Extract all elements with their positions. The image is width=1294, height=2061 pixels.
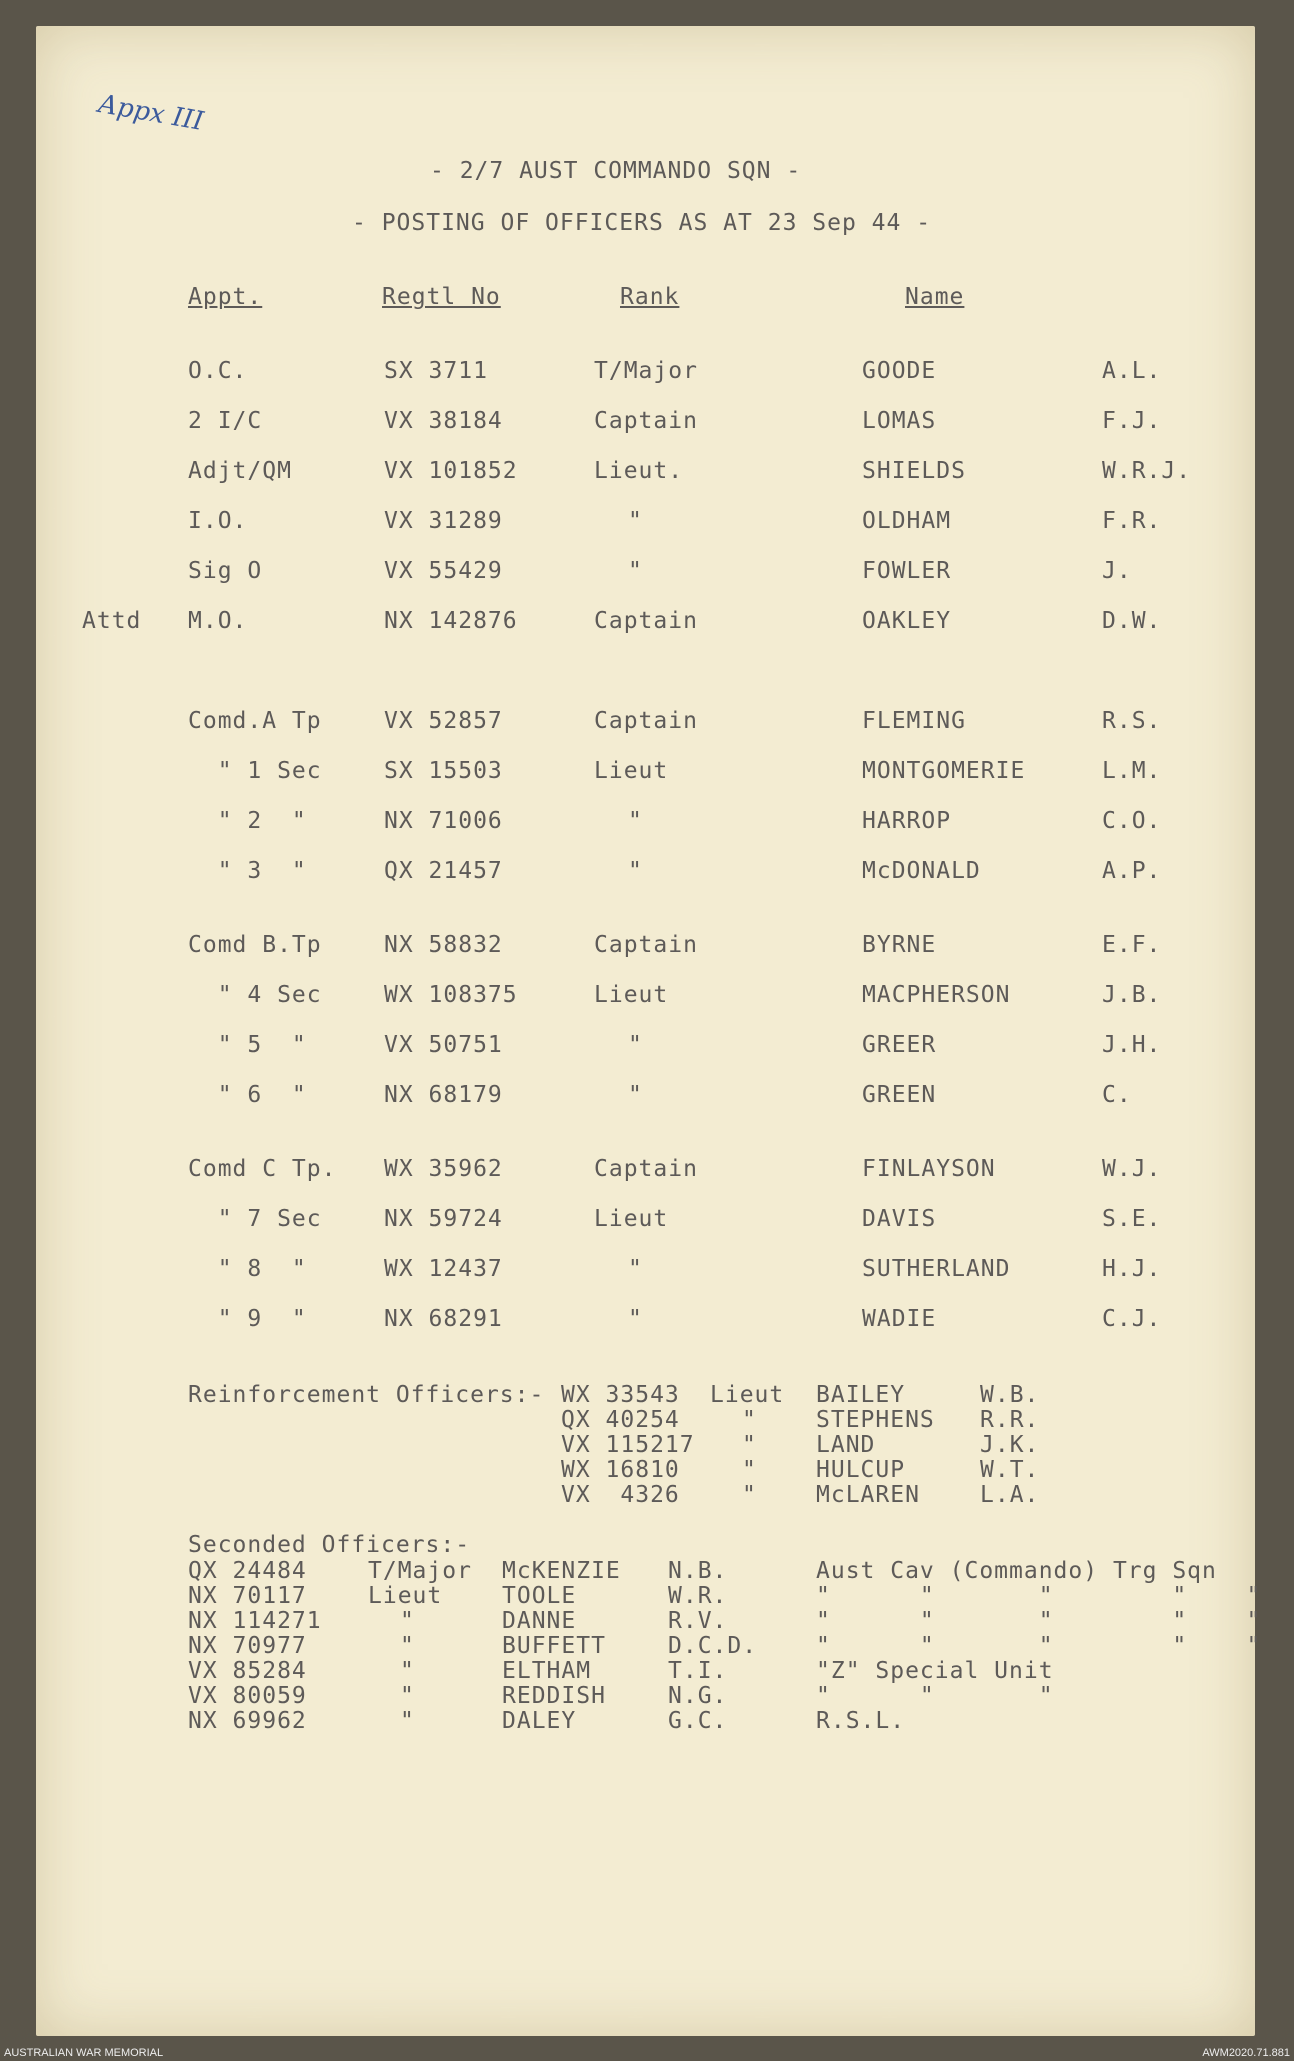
reinf-initials: L.A. <box>980 1482 1040 1508</box>
seconded-initials: N.G. <box>668 1683 728 1709</box>
appt-cell: " 8 " <box>188 1256 307 1282</box>
name-cell: FOWLER <box>862 558 952 584</box>
seconded-initials: W.R. <box>668 1583 728 1609</box>
regtl-cell: VX 31289 <box>384 508 503 534</box>
reinf-regtl: VX 115217 <box>561 1432 695 1458</box>
rank-cell: Captain <box>594 1156 698 1182</box>
header-name: Name <box>905 284 965 310</box>
initials-cell: W.J. <box>1102 1156 1162 1182</box>
seconded-regtl: NX 114271 <box>188 1608 322 1634</box>
name-cell: SHIELDS <box>862 458 966 484</box>
appt-cell: " 2 " <box>188 808 307 834</box>
initials-cell: C.O. <box>1102 808 1162 834</box>
rank-cell: Lieut <box>594 1206 669 1232</box>
name-cell: FINLAYSON <box>862 1156 996 1182</box>
seconded-rank: " <box>400 1708 415 1734</box>
seconded-initials: N.B. <box>668 1558 728 1584</box>
appt-cell: " 3 " <box>188 858 307 884</box>
regtl-cell: NX 142876 <box>384 608 518 634</box>
rank-cell: Captain <box>594 708 698 734</box>
reinf-rank: " <box>742 1482 757 1508</box>
header-appt: Appt. <box>188 284 263 310</box>
seconded-name: McKENZIE <box>502 1558 621 1584</box>
appt-cell: " 9 " <box>188 1306 307 1332</box>
name-cell: OLDHAM <box>862 508 952 534</box>
appt-cell: I.O. <box>188 508 248 534</box>
appt-cell: " 4 Sec <box>188 982 322 1008</box>
seconded-rank: " <box>400 1683 415 1709</box>
rank-cell: Lieut. <box>594 458 684 484</box>
appt-cell: Comd.A Tp <box>188 708 322 734</box>
reinf-regtl: WX 16810 <box>561 1457 680 1483</box>
regtl-cell: VX 101852 <box>384 458 518 484</box>
seconded-initials: G.C. <box>668 1708 728 1734</box>
rank-cell: " <box>628 508 643 534</box>
name-cell: GREEN <box>862 1082 937 1108</box>
reinf-rank: " <box>742 1457 757 1483</box>
regtl-cell: WX 12437 <box>384 1256 503 1282</box>
name-cell: MACPHERSON <box>862 982 1011 1008</box>
footer-right: AWM2020.71.881 <box>1202 2047 1290 2059</box>
seconded-rank: " <box>400 1658 415 1684</box>
reinf-initials: R.R. <box>980 1407 1040 1433</box>
rank-cell: " <box>628 558 643 584</box>
rank-cell: Lieut <box>594 982 669 1008</box>
rank-cell: T/Major <box>594 358 698 384</box>
regtl-cell: VX 55429 <box>384 558 503 584</box>
seconded-unit: " " " " " <box>816 1583 1262 1609</box>
reinf-regtl: QX 40254 <box>561 1407 680 1433</box>
name-cell: OAKLEY <box>862 608 952 634</box>
handwritten-annotation: Appx III <box>96 89 206 137</box>
title-line-1: - 2/7 AUST COMMANDO SQN - <box>430 158 802 184</box>
appt-cell: Comd B.Tp <box>188 932 322 958</box>
initials-cell: H.J. <box>1102 1256 1162 1282</box>
appt-cell: M.O. <box>188 608 248 634</box>
appt-cell: 2 I/C <box>188 408 263 434</box>
footer-left: AUSTRALIAN WAR MEMORIAL <box>4 2047 164 2059</box>
seconded-name: TOOLE <box>502 1583 577 1609</box>
rank-cell: Captain <box>594 408 698 434</box>
rank-cell: " <box>628 1032 643 1058</box>
regtl-cell: NX 68179 <box>384 1082 503 1108</box>
rank-cell: " <box>628 1306 643 1332</box>
reinf-initials: W.T. <box>980 1457 1040 1483</box>
seconded-regtl: NX 69962 <box>188 1708 307 1734</box>
name-cell: FLEMING <box>862 708 966 734</box>
seconded-name: REDDISH <box>502 1683 606 1709</box>
reinf-initials: W.B. <box>980 1382 1040 1408</box>
regtl-cell: VX 52857 <box>384 708 503 734</box>
seconded-unit: R.S.L. <box>816 1708 906 1734</box>
rank-cell: " <box>628 1082 643 1108</box>
regtl-cell: NX 68291 <box>384 1306 503 1332</box>
seconded-regtl: NX 70117 <box>188 1583 307 1609</box>
seconded-rank: " <box>400 1608 415 1634</box>
reinf-name: BAILEY <box>816 1382 906 1408</box>
regtl-cell: WX 35962 <box>384 1156 503 1182</box>
seconded-unit: "Z" Special Unit <box>816 1658 1054 1684</box>
initials-cell: L.M. <box>1102 758 1162 784</box>
name-cell: WADIE <box>862 1306 937 1332</box>
initials-cell: J.B. <box>1102 982 1162 1008</box>
regtl-cell: VX 38184 <box>384 408 503 434</box>
rank-cell: " <box>628 808 643 834</box>
seconded-initials: R.V. <box>668 1608 728 1634</box>
seconded-unit: " " " " " <box>816 1633 1262 1659</box>
regtl-cell: NX 59724 <box>384 1206 503 1232</box>
reinf-regtl: WX 33543 <box>561 1382 680 1408</box>
name-cell: McDONALD <box>862 858 981 884</box>
initials-cell: C.J. <box>1102 1306 1162 1332</box>
regtl-cell: NX 71006 <box>384 808 503 834</box>
reinf-initials: J.K. <box>980 1432 1040 1458</box>
appt-cell: O.C. <box>188 358 248 384</box>
rank-cell: Lieut <box>594 758 669 784</box>
seconded-unit: " " " " " <box>816 1608 1262 1634</box>
initials-cell: A.P. <box>1102 858 1162 884</box>
appt-cell: " 5 " <box>188 1032 307 1058</box>
appt-cell: " 7 Sec <box>188 1206 322 1232</box>
regtl-cell: SX 3711 <box>384 358 488 384</box>
appt-cell: " 6 " <box>188 1082 307 1108</box>
name-cell: BYRNE <box>862 932 937 958</box>
initials-cell: C. <box>1102 1082 1132 1108</box>
reinf-rank: " <box>742 1432 757 1458</box>
seconded-regtl: NX 70977 <box>188 1633 307 1659</box>
row-prefix: Attd <box>82 608 142 634</box>
header-regtl-no: Regtl No <box>382 284 501 310</box>
name-cell: HARROP <box>862 808 952 834</box>
seconded-unit: " " " <box>816 1683 1054 1709</box>
reinf-name: McLAREN <box>816 1482 920 1508</box>
name-cell: GOODE <box>862 358 937 384</box>
seconded-name: DANNE <box>502 1608 577 1634</box>
initials-cell: A.L. <box>1102 358 1162 384</box>
seconded-name: ELTHAM <box>502 1658 592 1684</box>
seconded-initials: D.C.D. <box>668 1633 758 1659</box>
seconded-regtl: VX 85284 <box>188 1658 307 1684</box>
initials-cell: S.E. <box>1102 1206 1162 1232</box>
seconded-rank: " <box>400 1633 415 1659</box>
reinf-name: STEPHENS <box>816 1407 935 1433</box>
seconded-initials: T.I. <box>668 1658 728 1684</box>
seconded-rank: Lieut <box>368 1583 443 1609</box>
regtl-cell: QX 21457 <box>384 858 503 884</box>
initials-cell: J. <box>1102 558 1132 584</box>
regtl-cell: NX 58832 <box>384 932 503 958</box>
appt-cell: Sig O <box>188 558 263 584</box>
initials-cell: W.R.J. <box>1102 458 1192 484</box>
reinf-rank: " <box>742 1407 757 1433</box>
seconded-regtl: VX 80059 <box>188 1683 307 1709</box>
initials-cell: F.J. <box>1102 408 1162 434</box>
regtl-cell: WX 108375 <box>384 982 518 1008</box>
rank-cell: Captain <box>594 932 698 958</box>
name-cell: GREER <box>862 1032 937 1058</box>
name-cell: MONTGOMERIE <box>862 758 1026 784</box>
document-page <box>36 26 1255 2036</box>
regtl-cell: SX 15503 <box>384 758 503 784</box>
seconded-regtl: QX 24484 <box>188 1558 307 1584</box>
name-cell: DAVIS <box>862 1206 937 1232</box>
appt-cell: " 1 Sec <box>188 758 322 784</box>
name-cell: LOMAS <box>862 408 937 434</box>
header-rank: Rank <box>620 284 680 310</box>
seconded-label: Seconded Officers:- <box>188 1532 471 1558</box>
appt-cell: Comd C Tp. <box>188 1156 337 1182</box>
initials-cell: E.F. <box>1102 932 1162 958</box>
seconded-rank: T/Major <box>368 1558 472 1584</box>
initials-cell: F.R. <box>1102 508 1162 534</box>
initials-cell: R.S. <box>1102 708 1162 734</box>
rank-cell: Captain <box>594 608 698 634</box>
rank-cell: " <box>628 858 643 884</box>
reinf-name: HULCUP <box>816 1457 906 1483</box>
seconded-unit: Aust Cav (Commando) Trg Sqn <box>816 1558 1217 1584</box>
seconded-name: DALEY <box>502 1708 577 1734</box>
seconded-name: BUFFETT <box>502 1633 606 1659</box>
initials-cell: D.W. <box>1102 608 1162 634</box>
reinforcement-label: Reinforcement Officers:- <box>188 1382 545 1408</box>
reinf-rank: Lieut <box>710 1382 785 1408</box>
regtl-cell: VX 50751 <box>384 1032 503 1058</box>
reinf-name: LAND <box>816 1432 876 1458</box>
name-cell: SUTHERLAND <box>862 1256 1011 1282</box>
reinf-regtl: VX 4326 <box>561 1482 680 1508</box>
appt-cell: Adjt/QM <box>188 458 292 484</box>
title-line-2: - POSTING OF OFFICERS AS AT 23 Sep 44 - <box>352 210 932 236</box>
rank-cell: " <box>628 1256 643 1282</box>
initials-cell: J.H. <box>1102 1032 1162 1058</box>
